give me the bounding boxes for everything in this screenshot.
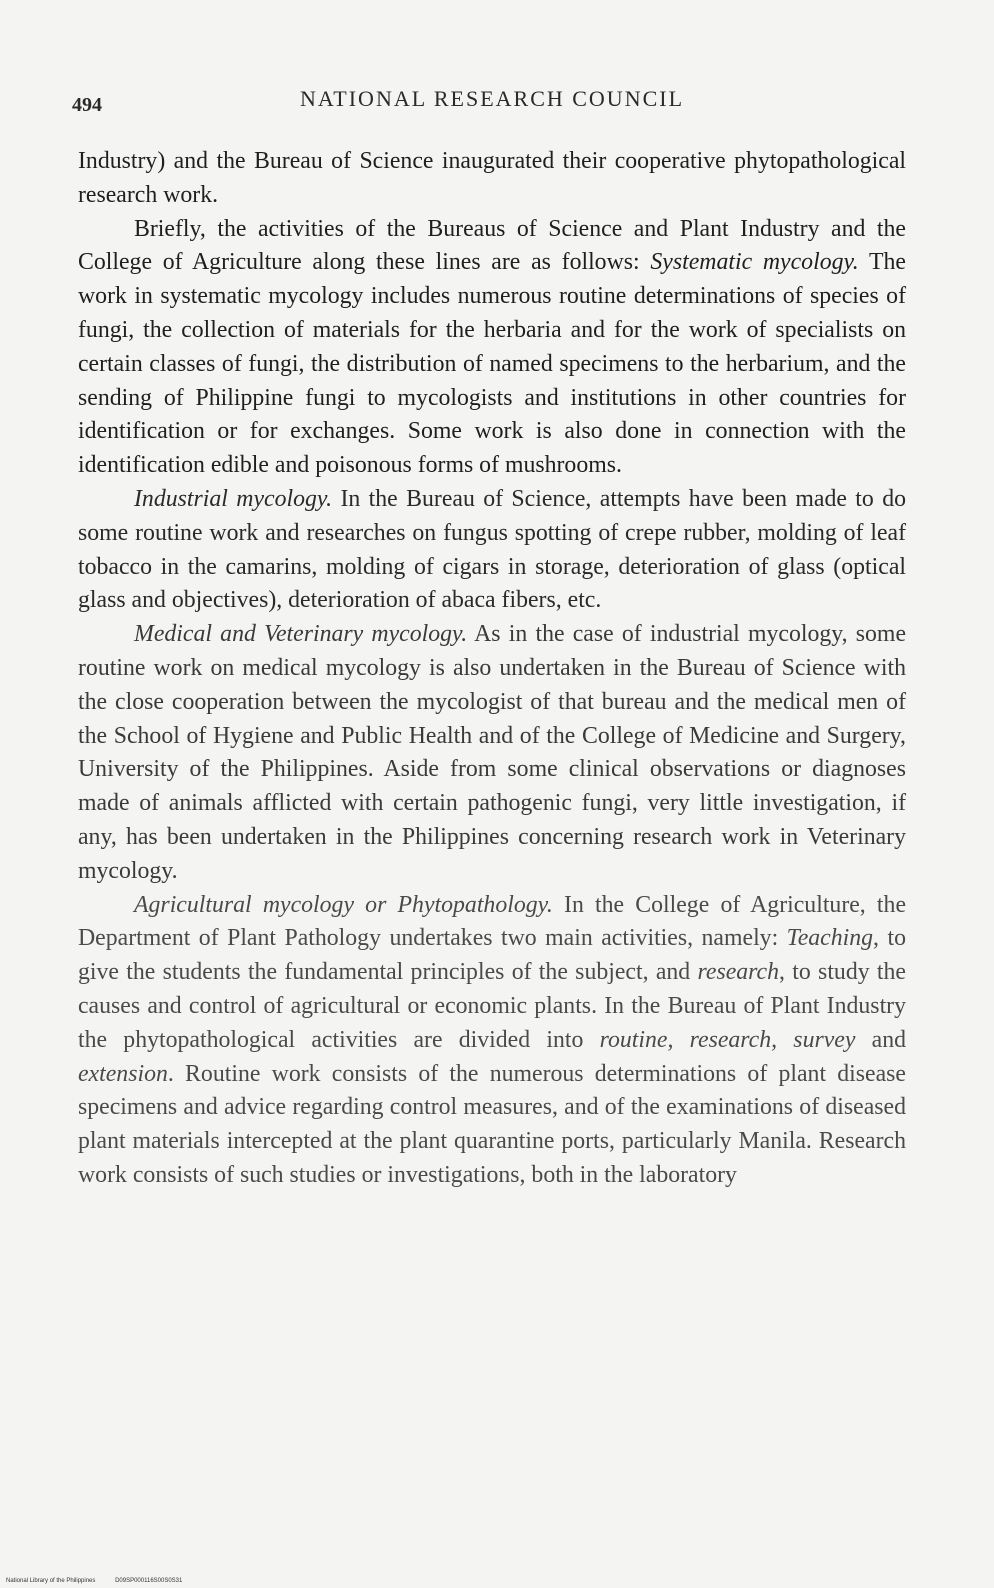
term-teaching: Teaching: [786, 925, 874, 952]
paragraph-agricultural-mycology: [78, 889, 906, 1193]
library-credit: National Library of the Philippines: [6, 1578, 96, 1584]
scan-footer: [6, 1578, 200, 1584]
running-title: NATIONAL RESEARCH COUNCIL: [299, 86, 685, 111]
paragraph-text: , to give the students the fundamental principles of the subject, and: [78, 925, 906, 986]
section-heading-systematic: Systematic mycology.: [650, 249, 859, 276]
paragraph-text: Briefly, the activities of the Bureaus of Science and Plant Industry and the College of Agriculture along these lines are as follows:: [78, 215, 906, 276]
paragraph-text: and: [855, 1026, 907, 1053]
page-number: 494: [72, 94, 102, 116]
term-research: research: [697, 959, 779, 986]
term-activity-types: routine, research, survey: [599, 1026, 856, 1053]
section-heading-industrial: Industrial mycology.: [134, 485, 333, 512]
paragraph-text: As in the case of industrial mycology, some routine work on medical mycology is also undertaken in the Bureau of Science with the close cooperation between the mycologist of that bureau and the medical men of the School of Hygiene and Public Health and of the College of Medicine and Surgery, University of the Philippines. Aside from some clinical observations or diagnoses made of animals afflicted with certain pathogenic fungi, very little investigation, if any, has been undertaken in the Philippines concerning research work in Veterinary mycology.: [78, 621, 907, 884]
paragraph-systematic-mycology: [78, 213, 906, 483]
paragraph-text: . Routine work consists of the numerous determinations of plant disease specimens and advice regarding control measures, and of the examinations of diseased plant materials intercepted at the plant quarantine ports, particularly Manila. Research work consists of such studies or investigations, both in the laboratory: [78, 1060, 906, 1188]
section-heading-agricultural: Agricultural mycology or Phytopathology.: [134, 891, 553, 918]
section-heading-medical: Medical and Veterinary mycology.: [134, 621, 468, 648]
scan-code: D09SP000116S00S0S31: [115, 1578, 183, 1584]
paragraph-industrial-mycology: [78, 483, 906, 618]
paragraph-text: In the Bureau of Science, attempts have been made to do some routine work and researches on fungus spotting of crepe rubber, molding of leaf tobacco in the camarins, molding of cigars in storage, deterioration of glass (optical glass and objectives), deterioration of abaca fibers, etc.: [78, 485, 906, 614]
term-extension: extension: [78, 1060, 168, 1087]
paragraph-text: The work in systematic mycology includes numerous routine determinations of species of fungi, the collection of materials for the herbaria and for the work of specialists on certain classes of fungi, the distribution of named specimens to the herbarium, and the sending of Philippine fungi to mycologists and institutions in other countries for identification or for exchanges. Some work is also done in connection with the identification edible and poisonous forms of mushrooms.: [78, 249, 906, 479]
paragraph-text: In the College of Agriculture, the Department of Plant Pathology undertakes two main activities, namely:: [78, 891, 907, 952]
running-head: [72, 84, 912, 124]
body-text: [78, 145, 906, 1193]
paragraph-medical-mycology: [78, 618, 906, 888]
paragraph-continuation: Industry) and the Bureau of Science inaugurated their cooperative phytopathological research work.: [78, 148, 906, 208]
paragraph-text: , to study the causes and control of agricultural or economic plants. In the Bureau of Plant Industry the phytopathological activities are divided into: [78, 959, 906, 1053]
